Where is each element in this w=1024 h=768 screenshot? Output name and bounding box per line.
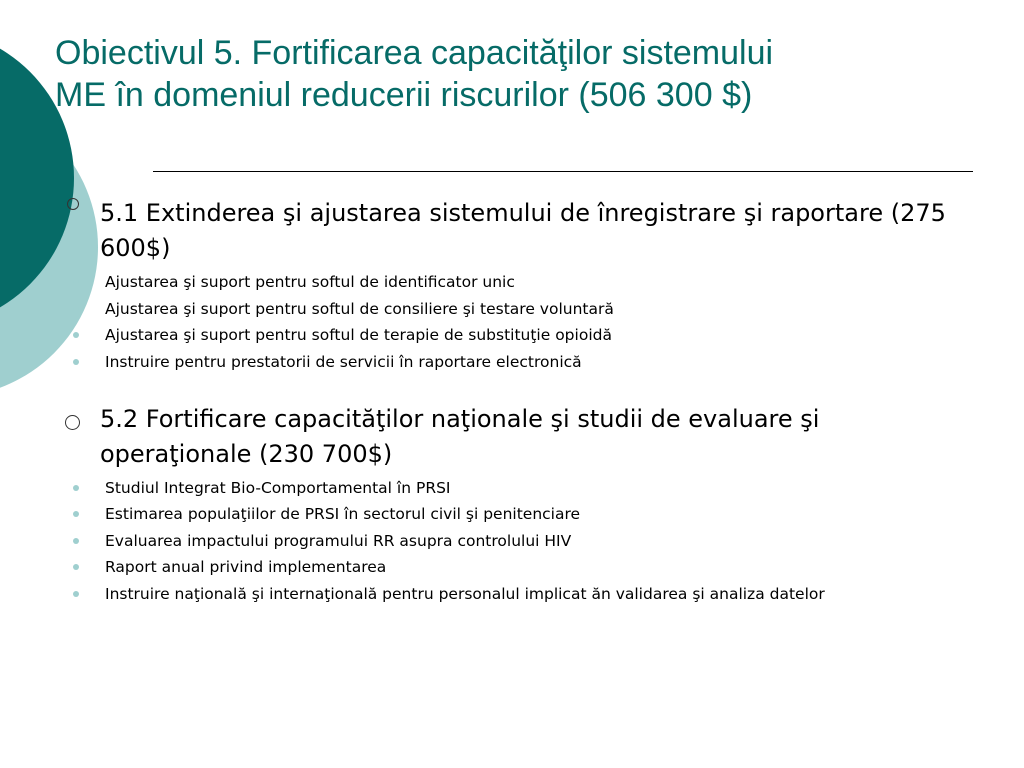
list-item: [100, 352, 960, 373]
section-heading: 5.1 Extinderea şi ajustarea sistemului de înregistrare şi raportare (275 600$): [100, 199, 946, 262]
list-item-text: Ajustarea şi suport pentru softul de consiliere şi testare voluntară: [105, 299, 614, 318]
slide-content: [60, 195, 960, 610]
list-item: [100, 478, 960, 499]
sub-bullet-list: [100, 272, 960, 373]
title-divider: [153, 171, 973, 172]
list-item: [100, 325, 960, 346]
list-item-text: Studiul Integrat Bio-Comportamental în PRSI: [105, 478, 451, 497]
section-5-2: [60, 401, 960, 605]
list-item-text: Estimarea populaţiilor de PRSI în sectorul civil şi penitenciare: [105, 505, 581, 523]
list-item: [100, 557, 960, 578]
filled-dot-bullet-icon: [73, 591, 79, 597]
section-5-1: [60, 195, 960, 373]
filled-dot-bullet-icon: [73, 359, 79, 365]
filled-dot-bullet-icon: [73, 564, 79, 570]
title-line-1: Obiectivul 5. Fortificarea capacităţilor sistemului: [55, 34, 774, 72]
list-item-text: Evaluarea impactului programului RR asupra controlului HIV: [105, 531, 572, 550]
filled-dot-bullet-icon: [73, 306, 79, 312]
list-item: [100, 299, 960, 320]
filled-dot-bullet-icon: [73, 511, 79, 517]
hollow-circle-bullet-icon: [65, 415, 80, 430]
hollow-circle-bullet-icon: [67, 198, 79, 210]
list-item: [100, 584, 960, 605]
section-heading: 5.2 Fortificare capacităţilor naţionale şi studii de evaluare şi operaţionale (230 700$): [100, 404, 820, 468]
title-line-2: ME în domeniul reducerii riscurilor (506 300 $): [55, 76, 753, 114]
list-item: [100, 531, 960, 552]
list-item-text: Ajustarea şi suport pentru softul de terapie de substituţie opioidă: [105, 326, 612, 344]
list-item-text: Ajustarea şi suport pentru softul de identificator unic: [105, 273, 515, 291]
filled-dot-bullet-icon: [73, 485, 79, 491]
sub-bullet-list: [100, 478, 960, 605]
slide-title: [55, 32, 995, 116]
list-item-text: Instruire pentru prestatorii de servicii în raportare electronică: [105, 352, 582, 371]
filled-dot-bullet-icon: [73, 538, 79, 544]
list-item: [100, 272, 960, 293]
list-item: [100, 504, 960, 525]
list-item-text: Instruire naţională şi internaţională pentru personalul implicat ăn validarea şi analiza datelor: [105, 584, 825, 603]
list-item-text: Raport anual privind implementarea: [105, 558, 387, 576]
filled-dot-bullet-icon: [73, 332, 79, 338]
filled-dot-bullet-icon: [73, 279, 79, 285]
